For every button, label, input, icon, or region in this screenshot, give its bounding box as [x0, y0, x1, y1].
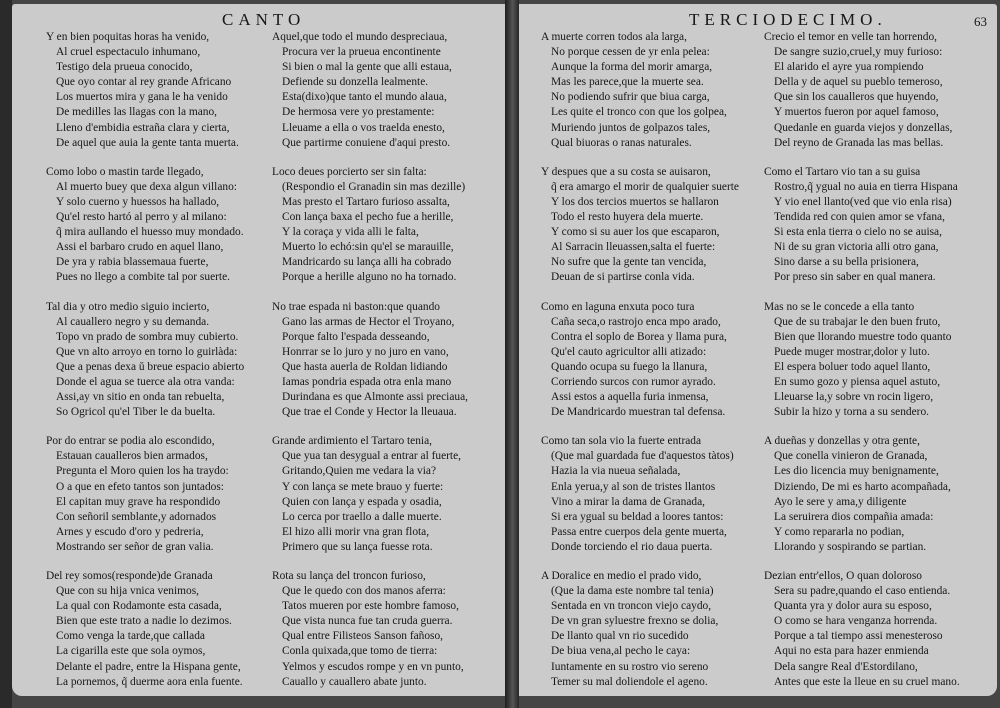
verse-line: Que yua tan desygual a entrar al fuerte,	[282, 450, 462, 463]
verse-line: Qual biuoras o ranas naturales.	[551, 136, 692, 149]
verse-line: Temer su mal doliendole el ageno.	[551, 675, 708, 688]
verse-line: Iamas pondria espada otra enla mano	[282, 375, 452, 388]
stanza	[272, 30, 468, 151]
verse-line: Muerto lo echó:sin qu'el se marauille,	[282, 241, 454, 254]
verse-line: No trae espada ni baston:que quando	[272, 300, 440, 313]
verse-line: Que le quedo con dos manos aferra:	[282, 585, 446, 598]
verse-line: Al Sarracin lleuassen,salta el fuerte:	[551, 241, 716, 254]
left-column-1	[46, 30, 244, 696]
verse-line: Que oyo contar al rey grande Africano	[56, 76, 232, 89]
verse-line: Aquel,que todo el mundo despreciaua,	[272, 31, 448, 43]
verse-line: Al muerto buey que dexa algun villano:	[56, 180, 237, 193]
verse-line: Al cruel espectaculo inhumano,	[56, 46, 201, 59]
verse-line: No sufre que la gente tan vencida,	[551, 256, 707, 269]
verse-line: Sino darse a su bella prisionera,	[774, 256, 919, 269]
verse-line: Porque a tal tiempo assi menesteroso	[774, 630, 943, 643]
verse-line: Como en laguna enxuta poco tura	[541, 300, 695, 313]
right-page	[519, 4, 997, 696]
verse-line: El hizo alli morir vna gran flota,	[282, 525, 430, 538]
verse-line: De llanto qual vn rio sucedido	[551, 630, 689, 643]
verse-line: Iuntamente en su rostro vio sereno	[551, 660, 709, 673]
verse-line: Donde el agua se tuerce ala otra vanda:	[56, 375, 235, 388]
verse-line: El espera boluer todo aquel llanto,	[774, 360, 931, 373]
verse-line: Que partirme conuiene d'aqui presto.	[282, 136, 451, 149]
verse-line: Que con su hija vnica venimos,	[56, 585, 199, 598]
left-page	[12, 4, 505, 696]
verse-line: Aunque la forma del morir amarga,	[551, 61, 713, 74]
verse-line: Lleuame a ella o vos traelda enesto,	[282, 121, 445, 134]
verse-line: Que de su trabajar le den buen fruto,	[774, 315, 941, 328]
verse-line: Como venga la tarde,que callada	[56, 630, 205, 643]
verse-line: Diziendo, De mi es harto acompañada,	[774, 480, 951, 493]
scan-left-edge	[0, 0, 12, 708]
verse-line: Arnes y escudo d'oro y pedreria,	[56, 525, 204, 538]
verse-line: Delante el padre, entre la Hispana gente,	[56, 660, 241, 673]
stanza	[541, 30, 739, 151]
verse-line: Y como si su auer los que escaparon,	[551, 226, 720, 239]
verse-line: Subir la hizo y torna a su sendero.	[774, 406, 930, 419]
verse-line: Quien con lança y espada y osadia,	[282, 495, 442, 508]
verse-line: Rota su lança del troncon furioso,	[272, 570, 426, 582]
verse-line: (Respondio el Granadin sin mas dezille)	[282, 180, 466, 193]
verse-line: No podiendo sufrir que biua carga,	[551, 91, 710, 104]
left-column-2	[272, 30, 468, 696]
verse-line: Conla quixada,que tomo de tierra:	[282, 645, 438, 658]
verse-line: Y con lança se mete brauo y fuerte:	[282, 480, 444, 493]
verse-line: (Que mal guardada fue d'aquestos tàtos)	[551, 450, 734, 463]
stanza	[46, 434, 244, 555]
verse-line: Enla yerua,y al son de tristes llantos	[551, 480, 716, 493]
verse-line: Mas les parece,que la muerte sea.	[551, 76, 704, 89]
verse-line: Pues no llego a combite tal por suerte.	[56, 271, 230, 284]
verse-line: Como lobo o mastin tarde llegado,	[46, 165, 204, 178]
verse-line: Y vio enel llanto(ved que vio enla risa)	[774, 195, 952, 208]
verse-line: Del reyno de Granada las mas bellas.	[774, 136, 944, 149]
stanza	[541, 165, 739, 286]
verse-line: De Mandricardo muestran tal defensa.	[551, 406, 726, 419]
verse-line: Cauallo y cauallero abate junto.	[282, 675, 427, 688]
verse-line: Testigo dela prueua conocido,	[56, 61, 193, 74]
verse-line: Y como repararla no podian,	[774, 525, 905, 538]
verse-line: Y solo cuerno y huessos ha hallado,	[56, 195, 220, 208]
verse-line: Y los dos tercios muertos se hallaron	[551, 195, 719, 208]
verse-line: q̃ mira aullando el huesso muy mondado.	[56, 226, 244, 239]
verse-line: Loco deues porcierto ser sin falta:	[272, 165, 427, 178]
verse-line: Hazia la via nueua señalada,	[551, 465, 681, 478]
verse-line: Si esta enla tierra o cielo no se auisa,	[774, 226, 942, 239]
verse-line: La seruirera dios compañia amada:	[774, 510, 934, 523]
verse-line: Assi el barbaro crudo en aquel llano,	[56, 241, 224, 254]
verse-line: Que vista nunca fue tan cruda guerra.	[282, 615, 453, 628]
stanza	[272, 300, 468, 421]
verse-line: La cigarilla este que sola oymos,	[56, 645, 206, 658]
verse-line: Mostrando ser señor de gran valia.	[56, 540, 214, 553]
verse-line: De vn gran syluestre frexno se dolia,	[551, 615, 719, 628]
verse-line: El alarido el ayre yua rompiendo	[774, 61, 924, 74]
stanza	[764, 300, 960, 421]
stanza	[541, 569, 739, 690]
verse-line: Porque a herille alguno no ha tornado.	[282, 271, 457, 284]
verse-line: Porque falto l'espada desseando,	[282, 330, 430, 343]
verse-line: Tatos mueren por este hombre famoso,	[282, 600, 459, 613]
verse-line: El capitan muy grave ha respondido	[56, 495, 221, 508]
verse-line: Lleno d'embidia estraña clara y cierta,	[56, 121, 230, 134]
verse-line: Caña seca,o rastrojo enca mpo arado,	[551, 315, 721, 328]
stanza	[46, 30, 244, 151]
left-running-header: CANTO	[222, 10, 306, 29]
verse-line: Qu'el cauto agricultor alli atizado:	[551, 345, 707, 358]
verse-line: Qual entre Filisteos Sanson fañoso,	[282, 630, 444, 643]
stanza	[46, 300, 244, 421]
right-running-header: TERCIODECIMO.	[689, 10, 887, 29]
book-gutter	[505, 0, 519, 708]
verse-line: Que hasta auerla de Roldan lidiando	[282, 360, 448, 373]
verse-line: En sumo gozo y piensa aquel astuto,	[774, 375, 941, 388]
verse-line: La qual con Rodamonte esta casada,	[56, 600, 222, 613]
verse-line: Topo vn prado de sombra muy cubierto.	[56, 330, 239, 343]
verse-line: q̃ era amargo el morir de qualquier suerte	[551, 180, 739, 193]
verse-line: Assi estos a aquella furia inmensa,	[551, 391, 709, 404]
verse-line: Grande ardimiento el Tartaro tenia,	[272, 435, 432, 448]
verse-line: Defiende su donzella lealmente.	[282, 76, 429, 89]
verse-line: Ayo le sere y ama,y diligente	[774, 495, 907, 508]
verse-line: (Que la dama este nombre tal tenia)	[551, 585, 714, 598]
verse-line: Crecio el temor en velle tan horrendo,	[764, 31, 938, 43]
verse-line: Procura ver la prueua encontinente	[282, 46, 441, 59]
stanza	[764, 30, 960, 151]
verse-line: Aqui no esta para hazer enmienda	[774, 645, 929, 658]
verse-line: Mandricardo su lança alli ha cobrado	[282, 256, 452, 269]
verse-line: Que trae el Conde y Hector la lleuaua.	[282, 406, 457, 419]
verse-line: Deuan de si partirse conla vida.	[551, 271, 695, 284]
verse-line: So Ogricol qu'el Tiber le da buelta.	[56, 406, 216, 419]
right-column-1	[541, 30, 739, 696]
verse-line: Mas no se le concede a ella tanto	[764, 300, 915, 313]
verse-line: Primero que su lança fuesse rota.	[282, 540, 433, 553]
verse-line: Vino a mirar la dama de Granada,	[551, 495, 705, 508]
page-number: 63	[974, 14, 987, 29]
verse-line: Bien que este trato a nadie lo dezimos.	[56, 615, 232, 628]
verse-line: Y despues que a su costa se auisaron,	[541, 165, 711, 178]
verse-line: A Doralice en medio el prado vido,	[541, 570, 702, 582]
verse-line: Que vn alto arroyo en torno lo guirlàda:	[56, 345, 238, 358]
verse-line: De medilles las llagas con la mano,	[56, 106, 218, 119]
verse-line: Como el Tartaro vio tan a su guisa	[764, 165, 921, 178]
verse-line: De aquel que auia la gente tanta muerta.	[56, 136, 239, 149]
verse-line: Del rey somos(responde)de Granada	[46, 570, 213, 582]
stanza	[764, 569, 960, 690]
verse-line: De sangre suzio,cruel,y muy furioso:	[774, 46, 943, 59]
verse-line: Con lança baxa el pecho fue a herille,	[282, 211, 454, 224]
verse-line: Sentada en vn troncon viejo caydo,	[551, 600, 712, 613]
verse-line: Lleuarse la,y sobre vn rocin ligero,	[774, 391, 934, 404]
verse-line: Con señoril semblante,y adornados	[56, 510, 217, 523]
verse-line: Como tan sola vio la fuerte entrada	[541, 435, 702, 448]
verse-line: Puede muger mostrar,dolor y luto.	[774, 345, 930, 358]
verse-line: De yra y rabia blassemaua fuerte,	[56, 256, 209, 269]
verse-line: Al cauallero negro y su demanda.	[56, 315, 210, 328]
verse-line: Passa entre cuerpos dela gente muerta,	[551, 525, 727, 538]
verse-line: Por do entrar se podia alo escondido,	[46, 435, 215, 448]
verse-line: Della y de aquel su pueblo temeroso,	[774, 76, 943, 89]
verse-line: Rostro,q̃ ygual no auia en tierra Hispana	[774, 180, 958, 193]
verse-line: Les quite el tronco con que los golpea,	[551, 106, 727, 119]
verse-line: Todo el resto huyera dela muerte.	[551, 211, 704, 224]
verse-line: Qu'el resto hartó al perro y al milano:	[56, 211, 227, 224]
stanza	[764, 165, 960, 286]
stanza	[46, 165, 244, 286]
verse-line: Les dio licencia muy benignamente,	[774, 465, 939, 478]
verse-line: Gritando,Quien me vedara la via?	[282, 465, 437, 478]
verse-line: Corriendo surcos con rumor ayrado.	[551, 375, 716, 388]
stanza	[272, 569, 468, 690]
stanza	[272, 165, 468, 286]
verse-line: Los muertos mira y gana le ha venido	[56, 91, 228, 104]
verse-line: Llorando y sospirando se partian.	[774, 540, 927, 553]
verse-line: Y la coraça y vida alli le falta,	[282, 226, 419, 239]
stanza	[764, 434, 960, 555]
verse-line: Que sin los caualleros que huyendo,	[774, 91, 939, 104]
verse-line: Estauan caualleros bien armados,	[56, 450, 208, 463]
verse-line: A dueñas y donzellas y otra gente,	[764, 435, 920, 448]
stanza	[46, 569, 244, 690]
verse-line: Quedanle en guarda viejos y donzellas,	[774, 121, 953, 134]
verse-line: Que conella vinieron de Granada,	[774, 450, 928, 463]
verse-line: De biua vena,al pecho le caya:	[551, 645, 691, 658]
verse-line: Contra el soplo de Borea y llama pura,	[551, 330, 727, 343]
stanza	[541, 434, 739, 555]
verse-line: Lo cerca por traello a dalle muerte.	[282, 510, 442, 523]
verse-line: Por preso sin saber en qual manera.	[774, 271, 936, 284]
verse-line: De hermosa vere yo prestamente:	[282, 106, 435, 119]
verse-line: La pornemos, q̃ duerme aora enla fuente.	[56, 675, 243, 688]
right-column-2	[764, 30, 960, 696]
verse-line: Si era ygual su beldad a loores tantos:	[551, 510, 724, 523]
verse-line: Antes que este la lleue en su cruel mano.	[774, 675, 960, 688]
verse-line: Ni de su gran victoria alli otro gana,	[774, 241, 939, 254]
verse-line: Quando ocupa su fuego la llanura,	[551, 360, 708, 373]
verse-line: Gano las armas de Hector el Troyano,	[282, 315, 455, 328]
verse-line: Tendida red con quien amor se vfana,	[774, 211, 945, 224]
stanza	[272, 434, 468, 555]
verse-line: Muriendo juntos de golpazos tales,	[551, 121, 711, 134]
verse-line: Assi,ay vn sitio en onda tan rebuelta,	[56, 391, 225, 404]
verse-line: Yelmos y escudos rompe y en vn punto,	[282, 660, 464, 673]
verse-line: Y en bien poquitas horas ha venido,	[46, 31, 210, 43]
verse-line: No porque cessen de yr enla pelea:	[551, 46, 710, 59]
verse-line: Dezian entr'ellos, O quan doloroso	[764, 570, 923, 582]
verse-line: Mas presto el Tartaro furioso assalta,	[282, 195, 450, 208]
verse-line: Quanta yra y dolor aura su esposo,	[774, 600, 932, 613]
verse-line: Pregunta el Moro quien los ha traydo:	[56, 465, 229, 478]
verse-line: Esta(dixo)que tanto el mundo alaua,	[282, 91, 447, 104]
verse-line: Sera su padre,quando el caso entienda.	[774, 585, 951, 598]
verse-line: Que a penas dexa ŭ breue espacio abierto	[56, 360, 245, 373]
verse-line: Donde torciendo el rio daua puerta.	[551, 540, 713, 553]
verse-line: A muerte corren todos ala larga,	[541, 31, 687, 43]
stanza	[541, 300, 739, 421]
verse-line: Durindana es que Almonte assi preciaua,	[282, 391, 468, 404]
verse-line: Si bien o mal la gente que alli estaua,	[282, 61, 452, 74]
verse-line: Dela sangre Real d'Estordilano,	[774, 660, 918, 673]
verse-line: Bien que llorando muestre todo quanto	[774, 330, 952, 343]
verse-line: O a que en efeto tantos son juntados:	[56, 480, 224, 493]
verse-line: Y muertos fueron por aquel famoso,	[774, 106, 939, 119]
verse-line: Honrrar se lo juro y no juro en vano,	[282, 345, 449, 358]
verse-line: Tal dia y otro medio siguio incierto,	[46, 300, 210, 313]
verse-line: O como se hara venganza horrenda.	[774, 615, 938, 628]
